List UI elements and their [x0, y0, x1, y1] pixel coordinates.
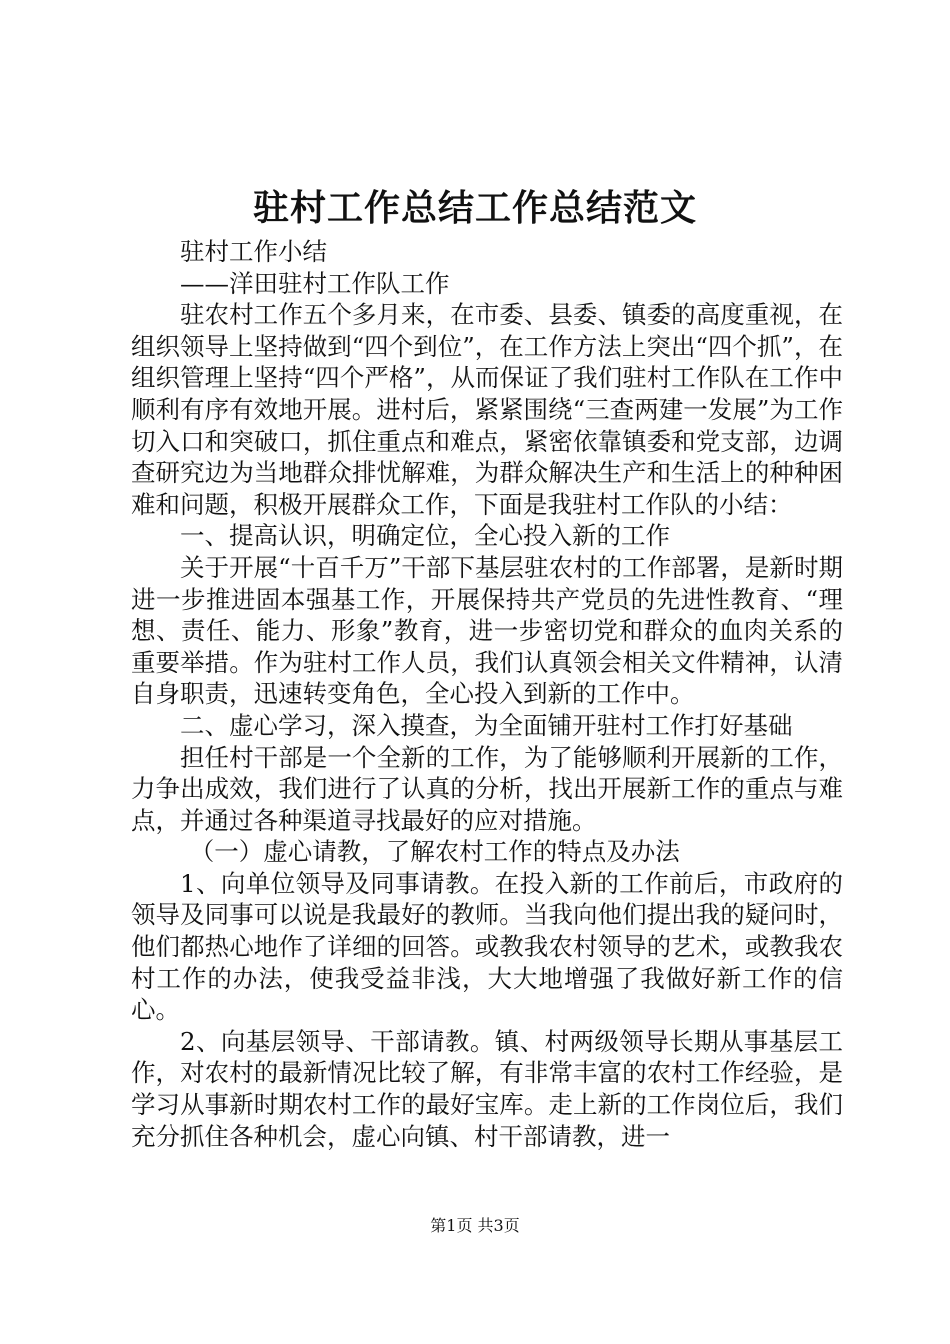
paragraph-subtitle: 驻村工作小结 — [180, 237, 327, 266]
paragraph-section-1: 关于开展“十百千万”干部下基层驻农村的工作部署，是新时期进一步推进固本强基工作，开展保持共产党员的先进性教育、“理想、责任、能力、形象”教育，进一步密切党和群众的血肉关系的重要举措。作为驻村工作人员，我们认真领会相关文件精神，认清自身职责，迅速转变角色，全心投入到新的工作中。 — [131, 552, 843, 709]
page-footer: 第1页 共3页 — [430, 1216, 520, 1235]
document-title: 驻村工作总结工作总结范文 — [252, 187, 697, 229]
document-body — [131, 236, 843, 1152]
paragraph-section-2: 担任村干部是一个全新的工作，为了能够顺利开展新的工作，力争出成效，我们进行了认真的分析，找出开展新工作的重点与难点，并通过各种渠道寻找最好的应对措施。 — [131, 742, 843, 835]
section-heading-1: 一、提高认识，明确定位，全心投入新的工作 — [180, 521, 670, 551]
paragraph-intro: 驻农村工作五个多月来，在市委、县委、镇委的高度重视，在组织领导上坚持做到“四个到位”，在工作方法上突出“四个抓”，在组织管理上坚持“四个严格”，从而保证了我们驻村工作队在工作中顺利有序有效地开展。进村后，紧紧围绕“三查两建一发展”为工作切入口和突破口，抓住重点和难点，紧密依靠镇委和党支部，边调查研究边为当地群众排忧解难，为群众解决生产和生活上的种种困难和问题，积极开展群众工作，下面是我驻村工作队的小结： — [131, 300, 843, 519]
paragraph-item-1: 1、向单位领导及同事请教。在投入新的工作前后，市政府的领导及同事可以说是我最好的教师。当我向他们提出我的疑问时，他们都热心地作了详细的回答。或教我农村领导的艺术，或教我农村工作的办法，使我受益非浅，大大地增强了我做好新工作的信心。 — [131, 868, 843, 1025]
paragraph-team: ——洋田驻村工作队工作 — [180, 268, 450, 298]
paragraph-item-2: 2、向基层领导、干部请教。镇、村两级领导长期从事基层工作，对农村的最新情况比较了解，有非常丰富的农村工作经验，是学习从事新时期农村工作的最好宝库。走上新的工作岗位后，我们充分抓住各种机会，虚心向镇、村干部请教，进一 — [131, 1026, 843, 1151]
section-heading-2: 二、虚心学习，深入摸查，为全面铺开驻村工作打好基础 — [180, 710, 793, 740]
subsection-heading-1: （一）虚心请教，了解农村工作的特点及办法 — [189, 837, 680, 867]
